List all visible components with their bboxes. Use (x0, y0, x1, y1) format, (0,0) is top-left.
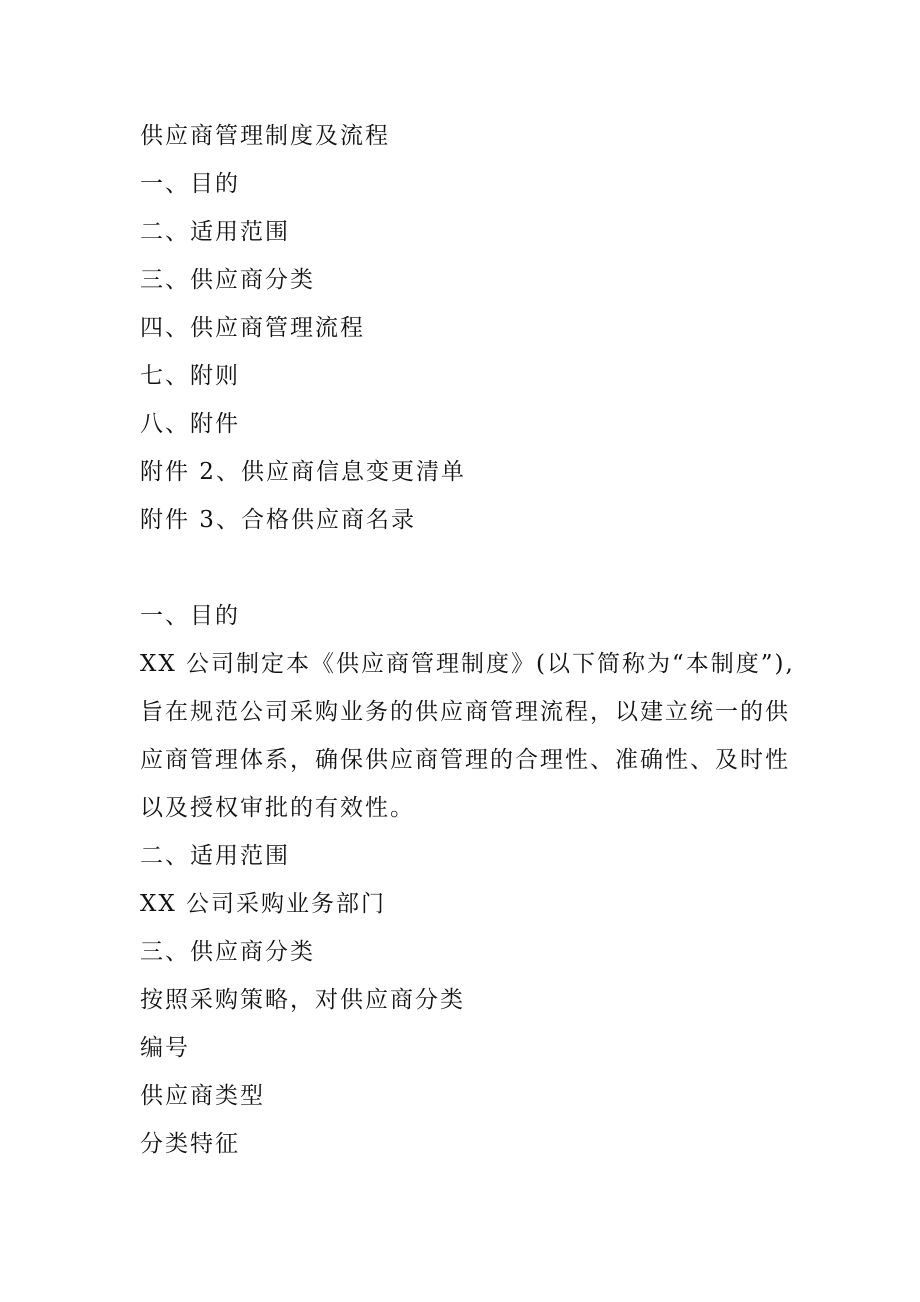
toc-item: 二、适用范围 (140, 219, 290, 245)
table-header-cell: 供应商类型 (140, 1083, 265, 1109)
section-heading-purpose: 一、目的 (140, 603, 240, 629)
toc-item: 八、附件 (140, 411, 240, 437)
table-header-cell: 分类特征 (140, 1131, 240, 1157)
table-header-cell: 编号 (140, 1035, 190, 1061)
toc-item: 附件 3、合格供应商名录 (140, 507, 416, 533)
paragraph-line: XX 公司采购业务部门 (140, 891, 387, 917)
section-heading-classification: 三、供应商分类 (140, 939, 315, 965)
document-page (140, 112, 795, 1168)
toc-item: 七、附则 (140, 363, 240, 389)
toc-item: 四、供应商管理流程 (140, 315, 365, 341)
paragraph-line: XX 公司制定本《供应商管理制度》(以下简称为“本制度”), (140, 651, 795, 677)
paragraph-line: 以及授权审批的有效性。 (140, 795, 415, 821)
spacer (140, 544, 790, 592)
paragraph-line: 旨在规范公司采购业务的供应商管理流程，以建立统一的供 (140, 699, 790, 725)
document-title: 供应商管理制度及流程 (140, 123, 390, 149)
section-heading-scope: 二、适用范围 (140, 843, 290, 869)
paragraph-line: 按照采购策略，对供应商分类 (140, 987, 465, 1013)
paragraph-line: 应商管理体系，确保供应商管理的合理性、准确性、及时性 (140, 747, 790, 773)
toc-item: 附件 2、供应商信息变更清单 (140, 459, 466, 485)
toc-item: 一、目的 (140, 171, 240, 197)
toc-item: 三、供应商分类 (140, 267, 315, 293)
